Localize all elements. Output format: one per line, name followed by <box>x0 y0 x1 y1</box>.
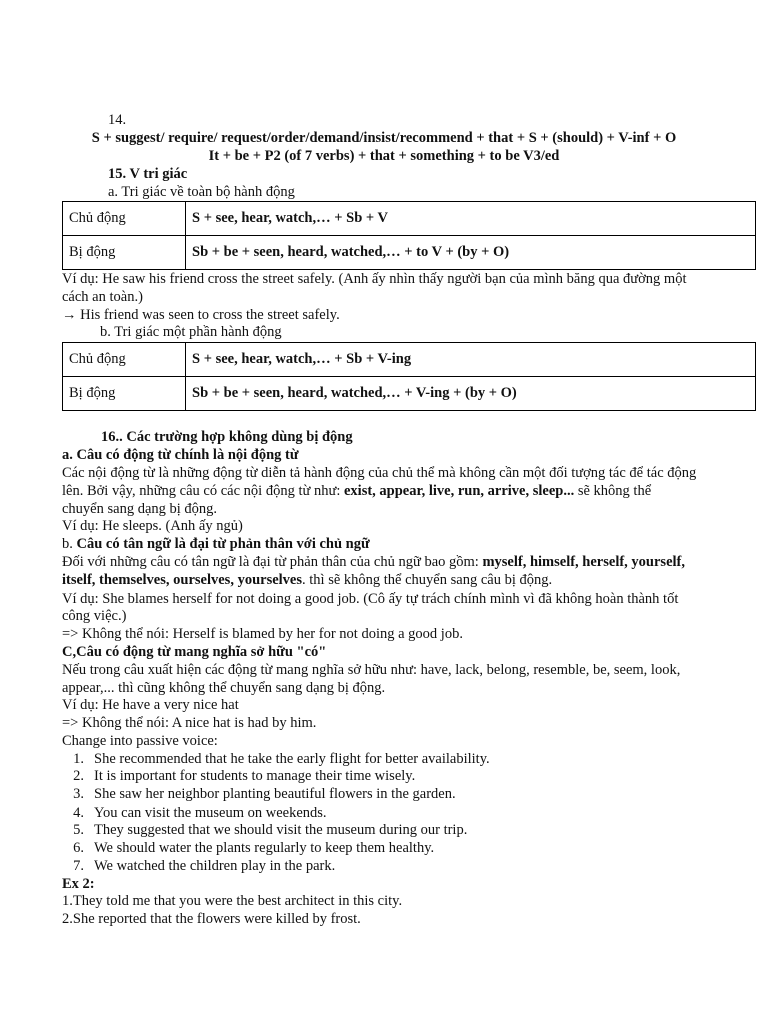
table-row <box>63 202 756 236</box>
section-16b-title <box>62 536 370 554</box>
section-16b-cannot: => Không thể nói: Herself is blamed by her for not doing a good job. <box>62 626 463 642</box>
list-item <box>62 805 327 823</box>
list-item <box>62 840 434 858</box>
table-cell-label: Bị động <box>63 236 186 270</box>
section-16a-text3: chuyển sang dạng bị động. <box>62 501 218 517</box>
table-cell-label: Bị động <box>63 377 186 411</box>
table-cell-formula: S + see, hear, watch,… + Sb + V-ing <box>186 343 756 377</box>
section-16c-title: C,Câu có động từ mang nghĩa sở hữu "có" <box>62 644 327 660</box>
section-16c-example: Ví dụ: He have a very nice hat <box>62 697 239 713</box>
arrow-right-icon: → <box>62 307 77 323</box>
section-16b-text1 <box>62 554 685 572</box>
reflexive-pronouns-list: itself, themselves, ourselves, yourselves <box>62 572 303 588</box>
section-14-number: 14. <box>108 112 127 128</box>
section-16a-text1: Các nội động từ là những động từ diễn tả hành động của chủ thể mà không cần một đối tượng tác để tác động <box>62 465 697 481</box>
table-cell-formula: Sb + be + seen, heard, watched,… + to V + (by + O) <box>186 236 756 270</box>
section-16c-text1: Nếu trong câu xuất hiện các động từ mang nghĩa sở hữu như: have, lack, belong, resemble, be, seem, look, <box>62 662 681 678</box>
intransitive-verbs-list: exist, appear, live, run, arrive, sleep... <box>343 483 575 499</box>
exercise2-title: Ex 2: <box>62 876 95 892</box>
text-span: lên. Bởi vậy, những câu có các nội động từ như: <box>62 483 344 499</box>
section-16-title: 16.. Các trường hợp không dùng bị động <box>101 429 353 445</box>
exercise2-item: 1.They told me that you were the best architect in this city. <box>62 893 403 909</box>
list-number: 2. <box>73 768 84 784</box>
list-number: 3. <box>73 786 84 802</box>
list-text: We watched the children play in the park. <box>94 858 336 874</box>
section-15a-subtitle: a. Tri giác về toàn bộ hành động <box>108 184 295 200</box>
list-text: They suggested that we should visit the museum during our trip. <box>94 822 468 838</box>
section-15b-subtitle: b. Tri giác một phần hành động <box>100 324 282 340</box>
section-16c-text2: appear,... thì cũng không thể chuyển sang dạng bị động. <box>62 680 386 696</box>
example-a-passive-text: His friend was seen to cross the street safely. <box>80 307 340 323</box>
exercise1-title: Change into passive voice: <box>62 733 218 749</box>
list-number: 5. <box>73 822 84 838</box>
section-16a-text2 <box>62 483 651 501</box>
list-item <box>62 858 335 876</box>
exercise2-item: 2.She reported that the flowers were killed by frost. <box>62 911 361 927</box>
rule-suggest-formula: S + suggest/ require/ request/order/demand/insist/recommend + that + S + (should) + V-inf + O <box>91 130 677 146</box>
table-perception-partial <box>62 342 756 411</box>
section-16a-example: Ví dụ: He sleeps. (Anh ấy ngủ) <box>62 518 243 534</box>
text-span: Câu có tân ngữ là đại từ phản thân với chủ ngữ <box>76 536 370 552</box>
section-15-title: 15. V tri giác <box>108 166 188 182</box>
list-text: She recommended that he take the early flight for better availability. <box>94 751 490 767</box>
list-number: 1. <box>73 751 84 767</box>
section-16b-text2 <box>62 572 552 590</box>
table-cell-formula: Sb + be + seen, heard, watched,… + V-ing + (by + O) <box>186 377 756 411</box>
list-item <box>62 786 456 804</box>
list-item <box>62 768 415 786</box>
list-number: 6. <box>73 840 84 856</box>
section-16a-title: a. Câu có động từ chính là nội động từ <box>62 447 299 463</box>
list-text: You can visit the museum on weekends. <box>94 805 327 821</box>
list-item <box>62 822 467 840</box>
list-number: 7. <box>73 858 84 874</box>
text-span: b. <box>62 536 77 552</box>
section-16b-example2: công việc.) <box>62 608 127 624</box>
list-number: 4. <box>73 805 84 821</box>
table-row <box>63 377 756 411</box>
example-a-passive <box>62 307 340 325</box>
rule-it-be-formula: It + be + P2 (of 7 verbs) + that + something + to be V3/ed <box>208 148 560 164</box>
list-text: We should water the plants regularly to keep them healthy. <box>94 840 435 856</box>
section-16c-cannot: => Không thể nói: A nice hat is had by him. <box>62 715 317 731</box>
table-cell-formula: S + see, hear, watch,… + Sb + V <box>186 202 756 236</box>
list-text: It is important for students to manage their time wisely. <box>94 768 416 784</box>
reflexive-pronouns-list: myself, himself, herself, yourself, <box>482 554 685 570</box>
table-cell-label: Chủ động <box>63 202 186 236</box>
example-a-line1: Ví dụ: He saw his friend cross the street safely. (Anh ấy nhìn thấy người bạn của mình băng qua đường một <box>62 271 687 287</box>
text-span: . thì sẽ không thể chuyển sang câu bị động. <box>302 572 553 588</box>
text-span: Đối với những câu có tân ngữ là đại từ phản thân của chủ ngữ bao gồm: <box>62 554 483 570</box>
list-text: She saw her neighbor planting beautiful flowers in the garden. <box>94 786 456 802</box>
table-perception-whole <box>62 201 756 270</box>
example-a-line2: cách an toàn.) <box>62 289 143 305</box>
table-row <box>63 343 756 377</box>
list-item <box>62 751 490 769</box>
table-row <box>63 236 756 270</box>
section-16b-example1: Ví dụ: She blames herself for not doing a good job. (Cô ấy tự trách chính mình vì đã không hoàn thành tốt <box>62 591 679 607</box>
table-cell-label: Chủ động <box>63 343 186 377</box>
text-span: sẽ không thể <box>574 483 652 499</box>
